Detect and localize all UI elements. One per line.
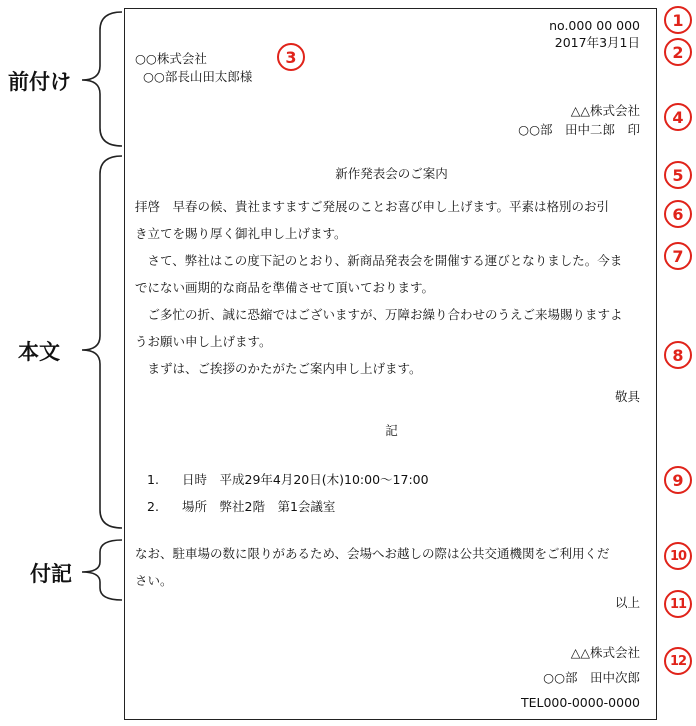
brace-front xyxy=(82,12,122,146)
addendum-line: さい。 xyxy=(135,573,173,588)
end-mark: 以上 xyxy=(614,595,640,610)
recipient-person: ○○部長山田太郎様 xyxy=(143,69,253,84)
marker-12: 12 xyxy=(664,647,692,675)
addendum-line: なお、駐車場の数に限りがあるため、会場へお越しの際は公共交通機関をご利用くだ xyxy=(135,546,610,561)
item-number: 2. xyxy=(147,499,159,514)
letter-page xyxy=(124,8,657,720)
contact-person: ○○部 田中次郎 xyxy=(543,670,640,685)
document-title: 新作発表会のご案内 xyxy=(335,166,448,181)
marker-9: 9 xyxy=(664,466,692,494)
body-line: き立てを賜り厚く御礼申し上げます。 xyxy=(135,226,347,241)
addendum-text xyxy=(135,546,645,600)
marker-11: 11 xyxy=(664,590,692,618)
body-line: でにない画期的な商品を準備させて頂いております。 xyxy=(135,280,435,295)
body-line: ご多忙の折、誠に恐縮ではございますが、万障お繰り合わせのうえご来場賜りますよ xyxy=(135,307,623,322)
ki-heading: 記 xyxy=(385,423,398,438)
recipient-company: ○○株式会社 xyxy=(135,51,207,66)
closing: 敬具 xyxy=(614,389,640,404)
marker-1: 1 xyxy=(664,6,692,34)
side-label-addendum: 付記 xyxy=(30,562,72,586)
body-line: 拝啓 早春の候、貴社ますますご発展のことお喜び申し上げます。平素は格別のお引 xyxy=(135,199,610,214)
body-text xyxy=(135,199,645,388)
marker-10: 10 xyxy=(664,542,692,570)
side-label-body: 本文 xyxy=(18,340,60,364)
item-text: 場所 弊社2階 第1会議室 xyxy=(182,499,336,514)
marker-3: 3 xyxy=(277,43,305,71)
marker-2: 2 xyxy=(664,38,692,66)
side-label-front: 前付け xyxy=(8,70,71,94)
sender-company: △△株式会社 xyxy=(570,103,640,118)
marker-6: 6 xyxy=(664,200,692,228)
item-text: 日時 平成29年4月20日(木)10:00～17:00 xyxy=(182,472,429,487)
marker-7: 7 xyxy=(664,242,692,270)
brace-body xyxy=(82,156,122,528)
marker-5: 5 xyxy=(664,161,692,189)
doc-number: no.000 00 000 xyxy=(549,18,640,33)
body-line: うお願い申し上げます。 xyxy=(135,334,272,349)
contact-tel: TEL000-0000-0000 xyxy=(520,695,640,710)
marker-4: 4 xyxy=(664,103,692,131)
item-number: 1. xyxy=(147,472,159,487)
body-line: さて、弊社はこの度下記のとおり、新商品発表会を開催する運びとなりました。今ま xyxy=(135,253,623,268)
date: 2017年3月1日 xyxy=(554,35,640,50)
body-line: まずは、ご挨拶のかたがたご案内申し上げます。 xyxy=(135,361,422,376)
marker-8: 8 xyxy=(664,341,692,369)
contact-company: △△株式会社 xyxy=(570,645,640,660)
brace-addendum xyxy=(82,540,122,600)
sender-person: ○○部 田中二郎 印 xyxy=(518,122,640,137)
